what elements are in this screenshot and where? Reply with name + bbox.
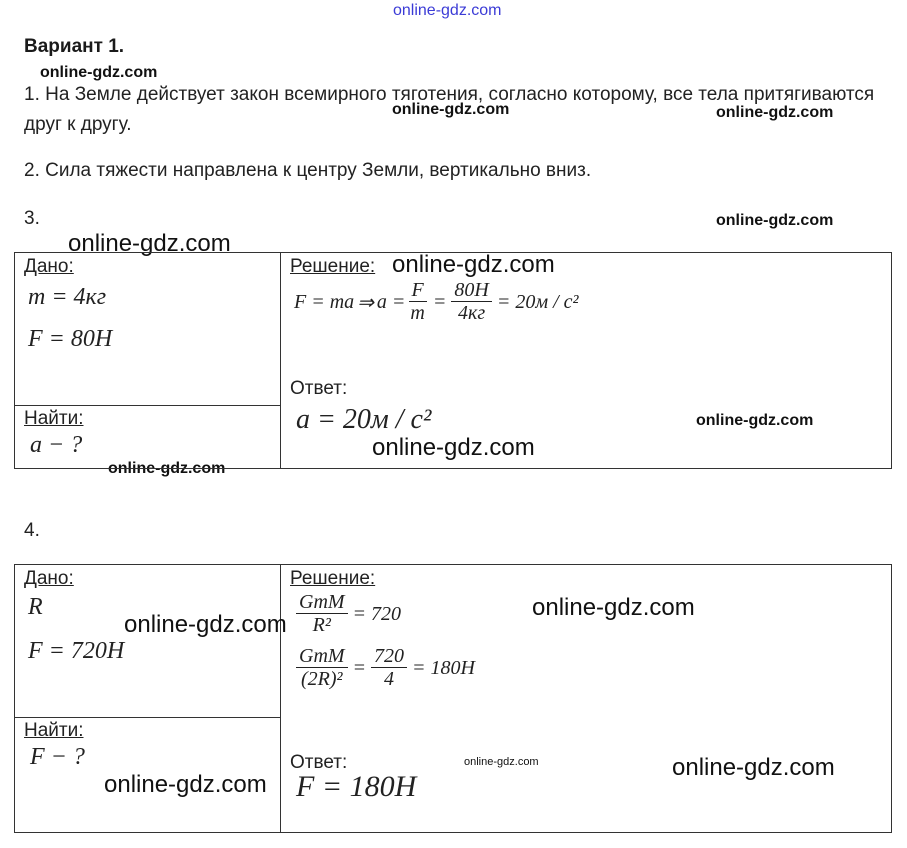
watermark: online-gdz.com xyxy=(392,101,510,118)
watermark: online-gdz.com xyxy=(124,611,287,638)
solution-label: Решение: xyxy=(290,568,376,589)
find-label: Найти: xyxy=(24,720,84,741)
given-label: Дано: xyxy=(24,568,74,589)
given-force: F = 80H xyxy=(28,326,113,352)
answer-label: Ответ: xyxy=(290,752,348,773)
find-value: F − ? xyxy=(30,744,85,770)
watermark: online-gdz.com xyxy=(716,212,834,229)
find-label: Найти: xyxy=(24,408,84,429)
watermark: online-gdz.com xyxy=(672,754,835,781)
task-4-number: 4. xyxy=(24,520,40,541)
watermark: online-gdz.com xyxy=(68,230,231,257)
given-force: F = 720H xyxy=(28,638,125,664)
solution-label: Решение: xyxy=(290,256,376,277)
watermark-top: online-gdz.com xyxy=(393,2,502,19)
watermark: online-gdz.com xyxy=(696,412,814,429)
answer-label: Ответ: xyxy=(290,378,348,399)
watermark: online-gdz.com xyxy=(392,251,555,278)
watermark: online-gdz.com xyxy=(532,594,695,621)
answer-2: 2. Сила тяжести направлена к центру Земли, вертикально вниз. xyxy=(24,160,592,181)
watermark: online-gdz.com xyxy=(716,104,834,121)
watermark: online-gdz.com xyxy=(104,771,267,798)
answer-value: F = 180H xyxy=(296,770,417,803)
formula-acceleration: F = ma ⇒ a = $\frac{F}{m}$ = $\frac{80H}{4кг}$ = 20м / с² xyxy=(294,279,579,324)
answer-1: 1. На Земле действует закон всемирного тяготения, согласно которому, все тела притягиваются друг к другу. xyxy=(24,84,875,135)
task-3-number: 3. xyxy=(24,208,40,229)
formula-gravity-2r: $\frac{\text{GmM}}{\text{(2R)²}}$ = $\frac{720}{4}$ = 180H xyxy=(294,646,478,691)
given-label: Дано: xyxy=(24,256,74,277)
page-title: Вариант 1. xyxy=(24,36,125,57)
find-value: a − ? xyxy=(30,432,83,458)
formula-gravity-surface: $\frac{\text{GmM}}{\text{R²}}$ = 720 xyxy=(294,592,404,637)
given-mass: m = 4кг xyxy=(28,284,107,310)
watermark: online-gdz.com xyxy=(40,64,158,81)
watermark: online-gdz.com xyxy=(464,756,539,768)
answer-value: a = 20м / с² xyxy=(296,404,432,435)
given-radius: R xyxy=(28,594,43,620)
watermark: online-gdz.com xyxy=(372,434,535,461)
watermark: online-gdz.com xyxy=(108,460,226,477)
